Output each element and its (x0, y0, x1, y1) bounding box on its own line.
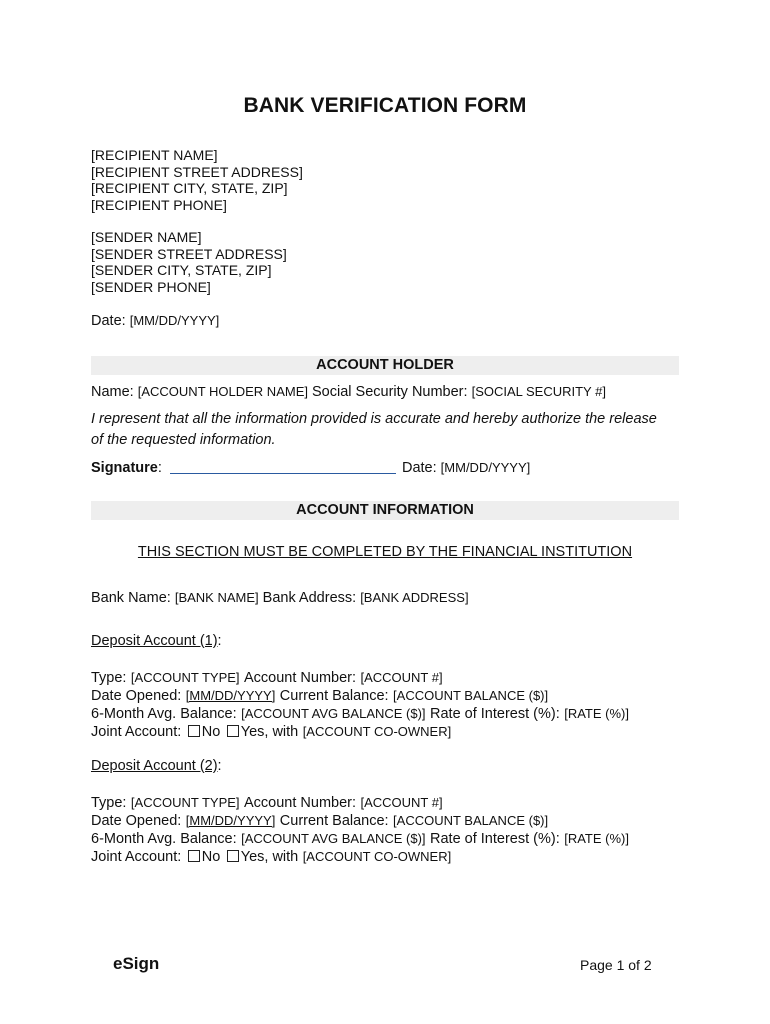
co-owner-field[interactable]: [ACCOUNT CO-OWNER] (302, 724, 452, 739)
account-number-label: Account Number: (243, 670, 357, 686)
co-owner-field[interactable]: [ACCOUNT CO-OWNER] (302, 849, 452, 864)
esign-logo: eSign (113, 954, 160, 973)
authorization-statement: I represent that all the information provided is accurate and hereby authorize the release of the requested information. (91, 411, 657, 448)
account-holder-name-field[interactable]: [ACCOUNT HOLDER NAME] (137, 384, 308, 399)
sender-city[interactable]: [SENDER CITY, STATE, ZIP] (91, 262, 272, 278)
institution-notice: THIS SECTION MUST BE COMPLETED BY THE FINANCIAL INSTITUTION (137, 544, 633, 560)
signature-label: Signature (91, 460, 158, 476)
joint-yes-label: Yes, with (240, 724, 299, 740)
bank-name-field[interactable]: [BANK NAME] (174, 590, 259, 605)
joint-yes-label: Yes, with (240, 849, 299, 865)
account-type-field[interactable]: [ACCOUNT TYPE] (130, 795, 240, 810)
avg-balance-label: 6-Month Avg. Balance: (91, 831, 237, 847)
date-opened-field[interactable]: [MM/DD/YYYY] (185, 688, 276, 703)
sender-name[interactable]: [SENDER NAME] (91, 229, 202, 245)
interest-rate-label: Rate of Interest (%): (430, 831, 560, 847)
joint-no-label: No (201, 849, 221, 865)
bank-name-label: Bank Name: (91, 590, 171, 606)
account-number-label: Account Number: (243, 795, 357, 811)
recipient-name[interactable]: [RECIPIENT NAME] (91, 147, 218, 163)
deposit-account-2-heading: Deposit Account (2): (91, 758, 222, 774)
interest-rate-field[interactable]: [RATE (%)] (564, 831, 629, 846)
deposit-account-2-details (91, 794, 629, 866)
current-balance-field[interactable]: [ACCOUNT BALANCE ($)] (393, 688, 549, 703)
joint-no-checkbox[interactable] (188, 725, 200, 737)
type-label: Type: (91, 670, 127, 686)
sender-phone[interactable]: [SENDER PHONE] (91, 278, 211, 295)
avg-balance-field[interactable]: [ACCOUNT AVG BALANCE ($)] (241, 831, 426, 846)
account-number-field[interactable]: [ACCOUNT #] (360, 670, 443, 685)
date-opened-label: Date Opened: (91, 813, 182, 829)
date-label: Date: (91, 313, 126, 329)
ssn-field[interactable]: [SOCIAL SECURITY #] (471, 384, 606, 399)
date-line (91, 313, 219, 329)
joint-no-checkbox[interactable] (188, 850, 200, 862)
deposit-account-1-title: Deposit Account (1) (91, 633, 218, 649)
signature-line: Signature: Date: [MM/DD/YYYY] (91, 460, 531, 476)
signature-field[interactable] (170, 460, 396, 474)
bank-address-label: Bank Address: (262, 590, 357, 606)
type-label: Type: (91, 795, 127, 811)
joint-yes-checkbox[interactable] (227, 725, 239, 737)
recipient-phone[interactable]: [RECIPIENT PHONE] (91, 196, 227, 213)
avg-balance-label: 6-Month Avg. Balance: (91, 706, 237, 722)
sender-block (91, 229, 287, 295)
bank-line (91, 590, 469, 606)
recipient-block (91, 147, 303, 213)
page-number: Page 1 of 2 (580, 957, 652, 973)
sender-street[interactable]: [SENDER STREET ADDRESS] (91, 245, 287, 262)
interest-rate-field[interactable]: [RATE (%)] (564, 706, 629, 721)
account-type-field[interactable]: [ACCOUNT TYPE] (130, 670, 240, 685)
holder-line (91, 384, 606, 400)
recipient-street[interactable]: [RECIPIENT STREET ADDRESS] (91, 163, 303, 180)
interest-rate-label: Rate of Interest (%): (430, 706, 560, 722)
date-opened-label: Date Opened: (91, 688, 182, 704)
current-balance-label: Current Balance: (279, 813, 389, 829)
deposit-account-1-heading: Deposit Account (1): (91, 633, 222, 649)
account-holder-heading: ACCOUNT HOLDER (91, 356, 679, 375)
signature-date-field[interactable]: [MM/DD/YYYY] (440, 460, 531, 475)
current-balance-field[interactable]: [ACCOUNT BALANCE ($)] (393, 813, 549, 828)
deposit-account-1-details (91, 669, 629, 741)
joint-account-label: Joint Account: (91, 849, 182, 865)
bank-address-field[interactable]: [BANK ADDRESS] (360, 590, 469, 605)
joint-account-label: Joint Account: (91, 724, 182, 740)
recipient-city[interactable]: [RECIPIENT CITY, STATE, ZIP] (91, 180, 288, 196)
account-information-heading: ACCOUNT INFORMATION (91, 501, 679, 520)
date-opened-field[interactable]: [MM/DD/YYYY] (185, 813, 276, 828)
page-title: BANK VERIFICATION FORM (243, 94, 527, 117)
current-balance-label: Current Balance: (279, 688, 389, 704)
account-number-field[interactable]: [ACCOUNT #] (360, 795, 443, 810)
avg-balance-field[interactable]: [ACCOUNT AVG BALANCE ($)] (241, 706, 426, 721)
deposit-account-2-title: Deposit Account (2) (91, 758, 218, 774)
joint-yes-checkbox[interactable] (227, 850, 239, 862)
joint-no-label: No (201, 724, 221, 740)
ssn-label: Social Security Number: (312, 384, 468, 400)
name-label: Name: (91, 384, 134, 400)
date-field[interactable]: [MM/DD/YYYY] (129, 313, 220, 328)
signature-date-label: Date: (401, 460, 437, 476)
